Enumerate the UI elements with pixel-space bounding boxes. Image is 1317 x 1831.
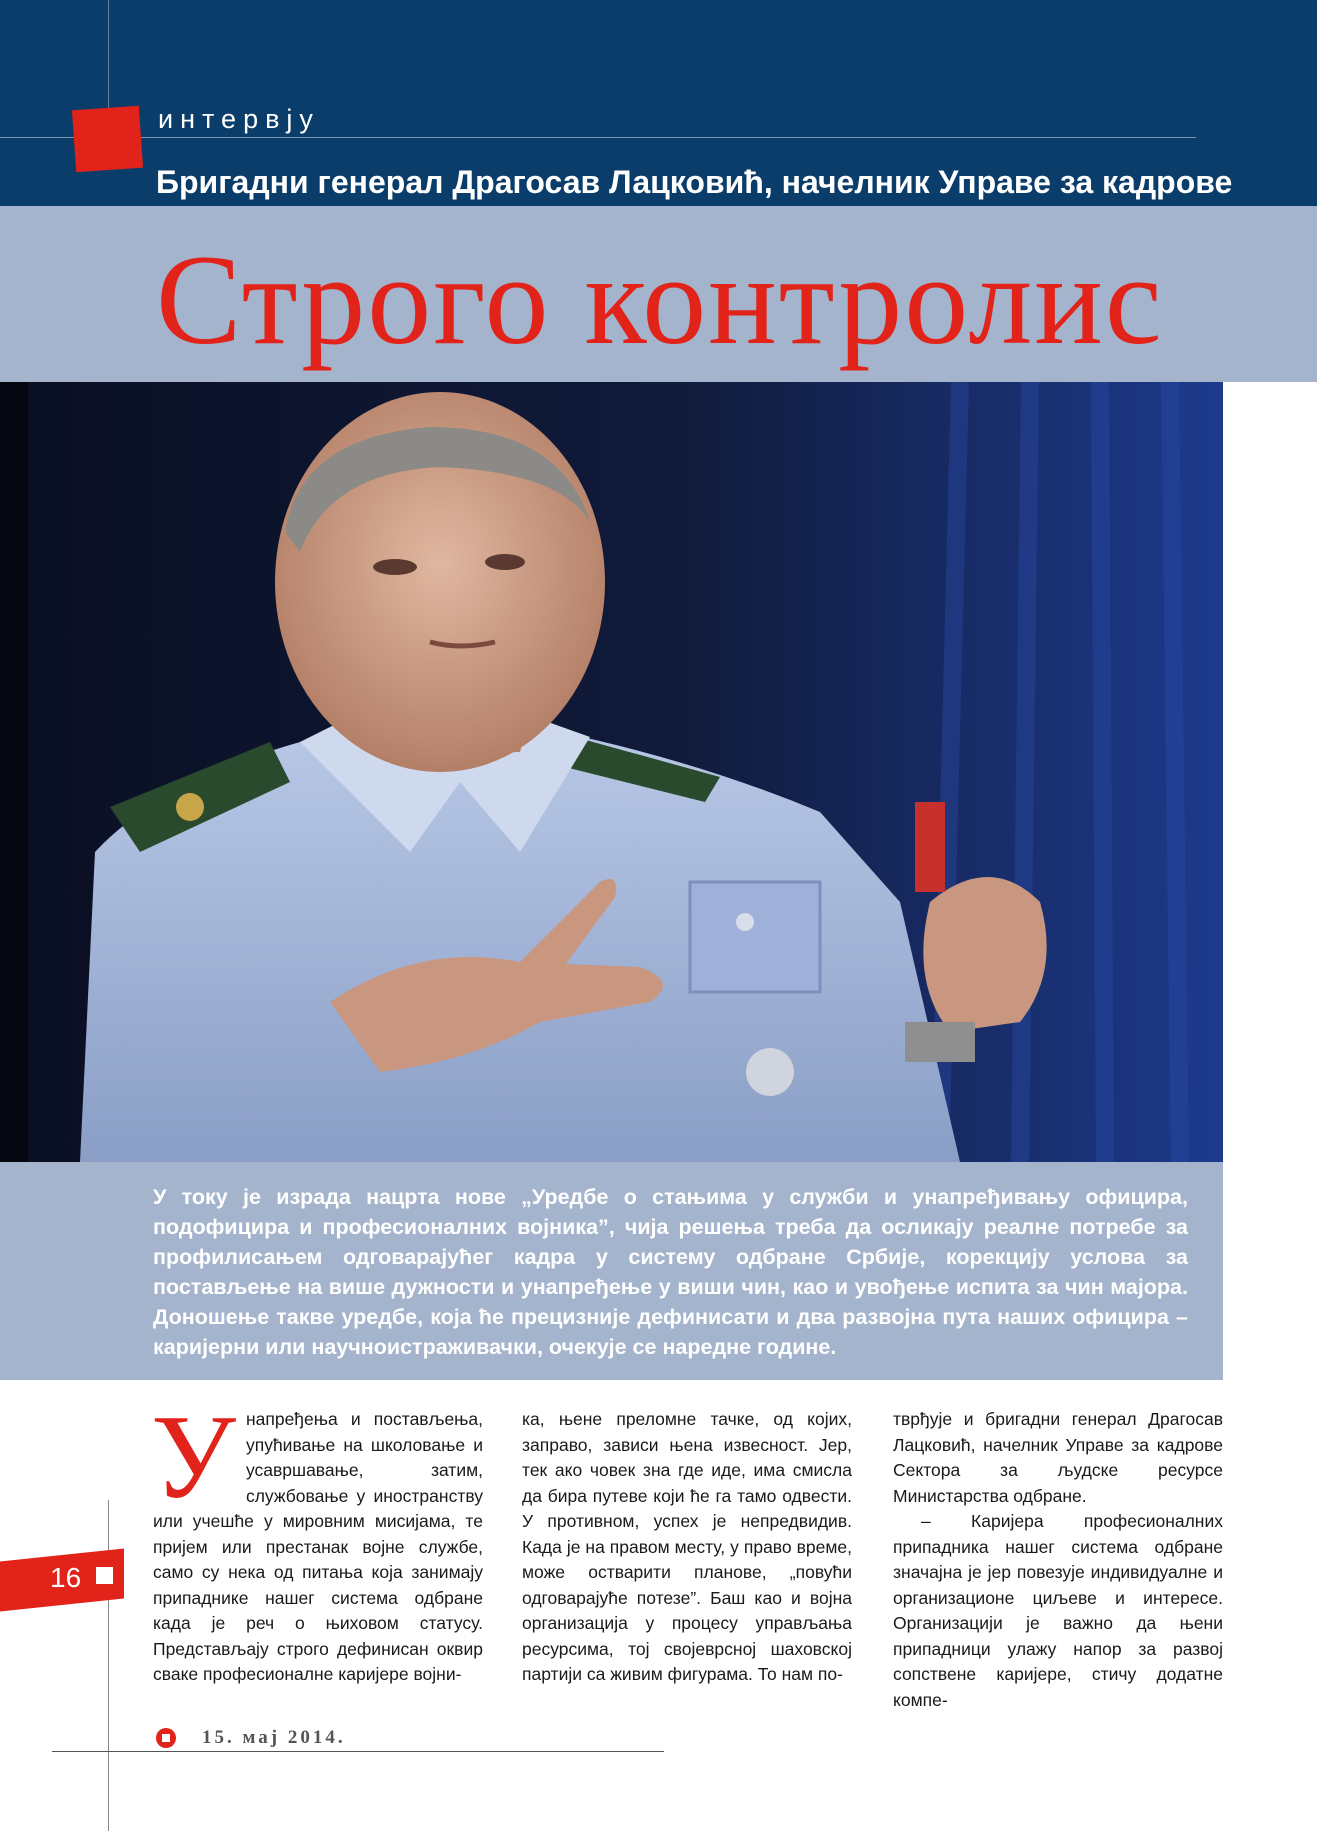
footer-bullet-icon <box>156 1728 176 1748</box>
footer-rule <box>52 1751 664 1752</box>
section-label: интервју <box>158 104 320 134</box>
body-column-1 <box>151 1390 483 1688</box>
section-marker-square <box>72 106 143 173</box>
issue-date: 15. мај 2014. <box>202 1727 346 1748</box>
portrait-photo <box>0 382 1223 1162</box>
decorative-horizontal-rule <box>0 137 1196 138</box>
article-headline: Строго контролис <box>156 229 1164 371</box>
body-text-col3-p1: тврђује и бригадни генерал Драгосав Лацковић, начелник Управе за кадрове Сектора за људске ресурсе Министарства одбране. <box>893 1409 1223 1506</box>
body-text-col2: ка, њене преломне тачке, од којих, заправо, зависи њена извесност. Јер, тек ако човек зна где иде, има смисла да бира путеве који ће га тамо одвести. У противном, успех је непредвидив. Када је на правом месту, у право време, може остварити планове, „повући одговарајуће потезе”. Баш као и војна организација у процесу управљања ресурсима, тој својеврсној шаховској партији са живим фигурама. То нам по- <box>522 1409 852 1684</box>
body-column-2 <box>522 1407 852 1688</box>
page-marker-square <box>96 1567 113 1584</box>
body-text-col3-p2: – Каријера професионалних припадника нашег система одбране значајна је јер повезује индивидуалне и организационе циљеве и интересе. Организацији је важно да њени припадници улажу напор за развој сопствене каријере, стичу додатне компе- <box>893 1511 1223 1710</box>
article-lead: У току је израда нацрта нове „Уредбе о стањима у служби и унапређивању официра, подофицира и професионалних војника”, чија решења треба да осликају реалне потребе за профилисањем одговарајућег кадра у систему одбране Србије, корекцију услова за постављење на више дужности и унапређење у виши чин, као и увођење испита за чин мајора. Доношење такве уредбе, која ће прецизније дефинисати и два развојна пута наших официра – каријерни или научноистраживачки, очекује се наредне године. <box>153 1185 1188 1359</box>
dropcap: У <box>151 1390 236 1523</box>
body-column-3 <box>893 1407 1223 1713</box>
body-text-col1: напређења и постављења, упућивање на школовање и усавршавање, затим, службовање у иностранству или учешће у мировним мисијама, те пријем или престанак војне службе, само су нека од питања која занимају припаднике нашег система одбране када је реч о њиховом статусу. Представљају строго дефинисан оквир сваке професионалне каријере војни- <box>153 1409 483 1684</box>
article-subtitle: Бригадни генерал Драгосав Лацковић, начелник Управе за кадрове <box>156 164 1233 200</box>
page-number: 16 <box>50 1562 82 1593</box>
